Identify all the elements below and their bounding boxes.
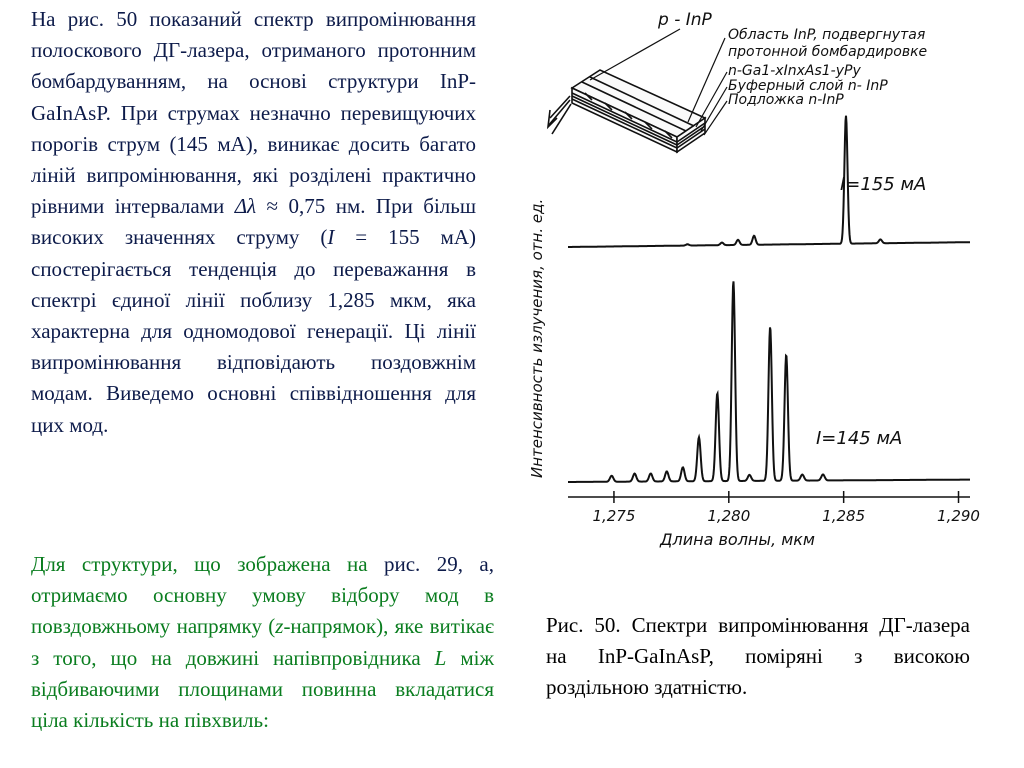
paragraph-2-part-1: Для структури, що зображена на [31,552,384,576]
x-axis [568,491,980,525]
structure-label-2: протонной бомбардировке [728,44,928,60]
series-label-top: I=155 мА [840,174,927,195]
spectrum-figure [510,0,990,555]
paragraph-2-part-3: -напрямок), яке витікає з того, що на довжині напівпровідника [31,614,494,670]
length-symbol: L [434,645,447,670]
x-tick-label: 1,285 [822,507,866,525]
x-tick-label: 1,280 [707,507,751,525]
x-tick-label: 1,290 [937,507,980,525]
emission-arrow [550,96,570,118]
spectrum-curve [568,281,970,482]
paragraph-2-part-2: отримаємо основну умову відбору мод в повздовжньому напрямку ( [31,583,494,639]
leader-line [590,29,680,80]
laser-structure-diagram [548,70,705,152]
paragraph-1-part-2: ≈ 0,75 нм. При більш високих значеннях струму ( [31,194,477,250]
x-axis-label: Длина волны, мкм [660,530,815,549]
leader-line [701,87,727,131]
body-paragraph-2 [31,549,494,736]
leader-line [696,72,727,127]
paragraph-1-part-1: На рис. 50 показаний спектр випромінювання полоскового ДГ-лазера, отриманого протонним бомбардуванням, на основі структури InP-GaInAsP. При струмах незначно перевищуючих порогів струм (145 мА), виникає досить багато ліній випромінювання, які розділені практично рівними інтервалами [31,7,476,219]
spectrum-bottom-plot [568,281,970,482]
z-symbol: z [275,614,284,639]
paragraph-2-part-4: між відбиваючими площинами повинна вкладатися ціла кількість на півхвиль: [31,645,494,733]
structure-label-5: Подложка n-InP [728,92,844,108]
figure-reference-link[interactable]: рис. 29, а, [383,552,494,576]
series-label-bottom: I=145 мА [816,428,903,449]
delta-lambda-symbol: Δλ [234,194,257,219]
paragraph-1-part-3: = 155 мА) спостерігається тенденція до переважання в спектрі єдиної лінії поблизу 1,285 мкм, яка характерна для одномодової генерації. Ці лінії випромінювання відповідають поздовжнім модам. Виведемо основні співвідношення для цих мод. [31,225,477,437]
structure-label-1: Область InP, подвергнутая [728,27,926,43]
current-symbol: I [327,225,335,250]
y-axis-label: Интенсивность излучения, отн. ед. [528,198,546,478]
structure-label-3: n-Ga1-xInxAs1-yPy [728,63,861,79]
figure-caption: Рис. 50. Спектри випромінювання ДГ-лазера на InP-GaInAsP, поміряні з високою роздільною здатністю. [546,613,970,700]
x-tick-label: 1,275 [592,507,636,525]
structure-title: p - InP [658,10,712,30]
body-paragraph-1 [31,4,476,441]
structure-label-4: Буферный слой n- InP [728,78,888,94]
